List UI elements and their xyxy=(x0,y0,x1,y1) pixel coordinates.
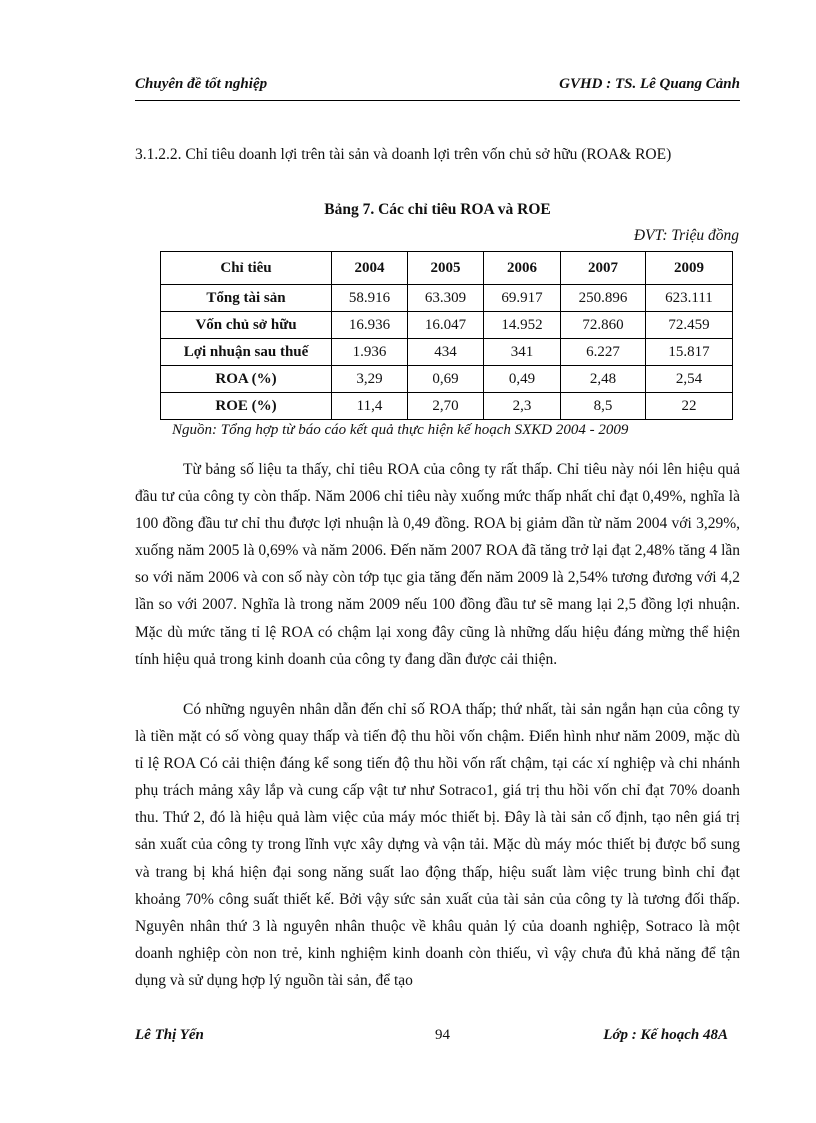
table-cell: 0,69 xyxy=(408,366,484,393)
table-cell: 14.952 xyxy=(484,312,561,339)
table-cell: 6.227 xyxy=(561,339,646,366)
table-cell: 2,3 xyxy=(484,393,561,420)
body-paragraph: Từ bảng số liệu ta thấy, chỉ tiêu ROA của công ty rất thấp. Chỉ tiêu này nói lên hiệu quả đầu tư của công ty còn thấp. Năm 2006 chỉ tiêu này xuống mức thấp nhất chỉ đạt 0,49%, nghĩa là 100 đồng đầu tư chỉ thu được lợi nhuận là 0,49 đồng. ROA bị giảm dần từ năm 2004 với 3,29%, xuống năm 2005 là 0,69% và năm 2006. Đến năm 2007 ROA đã tăng trở lại đạt 2,48% tăng 4 lần so với năm 2006 và con số này còn tớp tục gia tăng đến năm 2009 là 2,54% tương đương với 4,2 lần so với 2007. Nghĩa là trong năm 2009 nếu 100 đồng đầu tư sẽ mang lại 2,5 đồng lợi nhuận. Mặc dù mức tăng tỉ lệ ROA có chậm lại xong đây cũng là những dấu hiệu đáng mừng thể hiện tính hiệu quả trong kinh doanh của công ty đang dần được cải thiện. xyxy=(135,461,740,668)
table-cell: 8,5 xyxy=(561,393,646,420)
table-cell: 16.936 xyxy=(332,312,408,339)
table-cell: 2,54 xyxy=(646,366,733,393)
header-left-title: Chuyên đề tốt nghiệp xyxy=(135,76,268,92)
table-cell: 58.916 xyxy=(332,285,408,312)
table-cell: 11,4 xyxy=(332,393,408,420)
table-header-row xyxy=(161,252,733,285)
body-paragraph: Có những nguyên nhân dẫn đến chỉ số ROA thấp; thứ nhất, tài sản ngắn hạn của công ty là tiền mặt có số vòng quay thấp và tiến độ thu hồi vốn chậm. Điển hình như năm 2009, mặc dù tỉ lệ ROA Có cải thiện đáng kể song tiến độ thu hồi vốn rất chậm, tại các xí nghiệp và chi nhánh phụ trách mảng xây lắp và cung cấp vật tư như Sotraco1, giá trị thu hồi vốn chỉ đạt 70% doanh thu. Thứ 2, đó là hiệu quả làm việc của máy móc thiết bị. Đây là tài sản cố định, tạo nên giá trị sản xuất của công ty trong lĩnh vực xây dựng và vận tải. Mặc dù máy móc thiết bị được bổ sung và trang bị khá hiện đại song năng suất lao động thấp, hiệu suất làm việc trung bình chỉ đạt khoảng 70% công suất thiết kế. Bởi vậy sức sản xuất của tài sản của công ty là tương đối thấp. Nguyên nhân thứ 3 là nguyên nhân thuộc về khâu quản lý của doanh nghiệp, Sotraco là một doanh nghiệp còn non trẻ, kinh nghiệm kinh doanh còn thiếu, vì vậy chưa đủ khả năng để tận dụng và sử dụng hợp lý nguồn tài sản, để tạo xyxy=(135,701,740,989)
table-cell: 341 xyxy=(484,339,561,366)
table-cell: 623.111 xyxy=(646,285,733,312)
footer-author: Lê Thị Yến xyxy=(135,1027,204,1043)
table-cell: 0,49 xyxy=(484,366,561,393)
col-header: 2005 xyxy=(408,252,484,285)
table-cell: 3,29 xyxy=(332,366,408,393)
table-cell: 2,48 xyxy=(561,366,646,393)
table-cell: 72.860 xyxy=(561,312,646,339)
table-title: Bảng 7. Các chỉ tiêu ROA và ROE xyxy=(324,201,551,218)
table-row xyxy=(161,366,733,393)
table-cell: 1.936 xyxy=(332,339,408,366)
table-cell: 15.817 xyxy=(646,339,733,366)
col-header: 2009 xyxy=(646,252,733,285)
col-header: 2004 xyxy=(332,252,408,285)
header-right-advisor: GVHD : TS. Lê Quang Cảnh xyxy=(559,76,740,92)
row-label: Vốn chủ sở hữu xyxy=(161,312,332,339)
table-cell: 63.309 xyxy=(408,285,484,312)
row-label: Lợi nhuận sau thuế xyxy=(161,339,332,366)
col-header: 2006 xyxy=(484,252,561,285)
table-cell: 434 xyxy=(408,339,484,366)
page-header xyxy=(135,74,740,101)
row-label: ROA (%) xyxy=(161,366,332,393)
footer-class: Lớp : Kế hoạch 48A xyxy=(603,1027,728,1043)
table-unit: ĐVT: Triệu đồng xyxy=(633,227,739,244)
page-footer xyxy=(135,1027,740,1051)
table-cell: 22 xyxy=(646,393,733,420)
col-header: 2007 xyxy=(561,252,646,285)
table-row xyxy=(161,393,733,420)
table-cell: 69.917 xyxy=(484,285,561,312)
roa-roe-table xyxy=(160,251,733,420)
table-cell: 16.047 xyxy=(408,312,484,339)
row-label: Tổng tài sản xyxy=(161,285,332,312)
section-heading: 3.1.2.2. Chỉ tiêu doanh lợi trên tài sản và doanh lợi trên vốn chủ sở hữu (ROA& ROE) xyxy=(135,146,672,163)
row-label: ROE (%) xyxy=(161,393,332,420)
table-row xyxy=(161,339,733,366)
table-cell: 250.896 xyxy=(561,285,646,312)
page-number: 94 xyxy=(435,1027,450,1043)
table-row xyxy=(161,285,733,312)
col-header: Chỉ tiêu xyxy=(161,252,332,285)
table-row xyxy=(161,312,733,339)
table-cell: 2,70 xyxy=(408,393,484,420)
table-cell: 72.459 xyxy=(646,312,733,339)
table-source-note: Nguồn: Tổng hợp từ báo cáo kết quả thực hiện kế hoạch SXKD 2004 - 2009 xyxy=(172,422,629,438)
